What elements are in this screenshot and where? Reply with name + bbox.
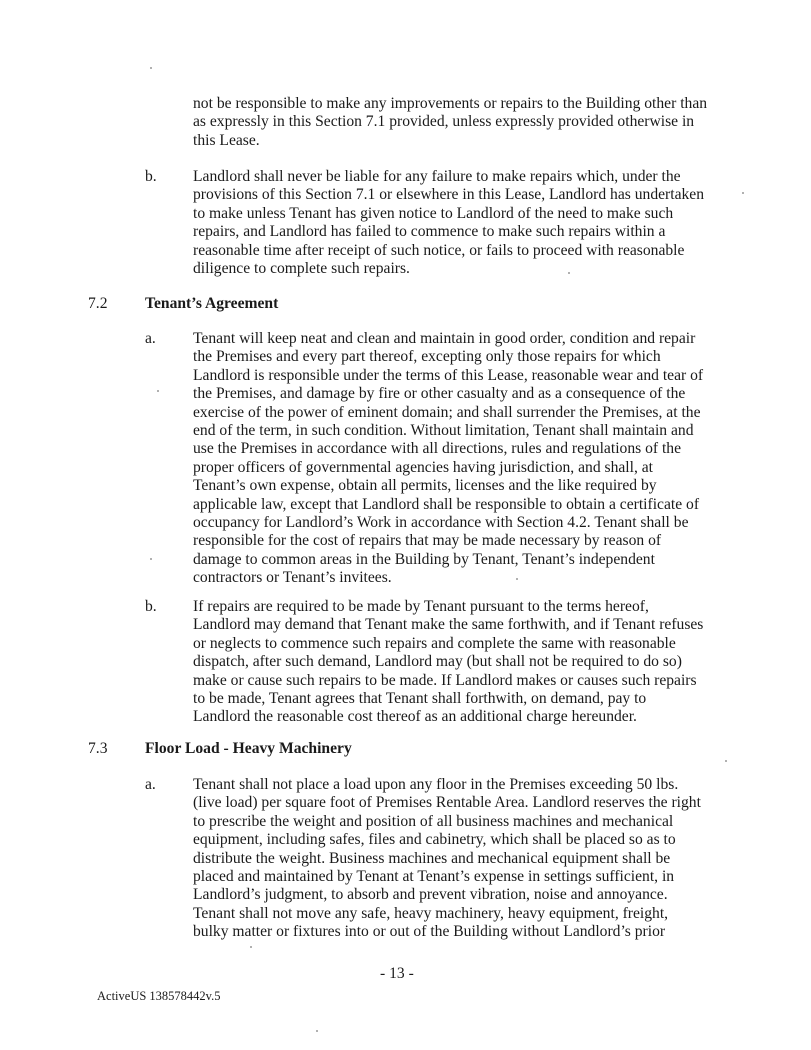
text-line: this Lease. — [193, 131, 260, 149]
text-line: diligence to complete such repairs. — [193, 260, 410, 278]
text-line: contractors or Tenant’s invitees. — [193, 569, 392, 587]
text-line: repairs, and Landlord has failed to commence to make such repairs within a — [193, 223, 666, 241]
section-number: 7.2 — [88, 295, 108, 312]
text-line: Tenant will keep neat and clean and maintain in good order, condition and repair — [193, 330, 696, 347]
text-line: bulky matter or fixtures into or out of the Building without Landlord’s prior — [193, 923, 666, 941]
item-label: a. — [145, 776, 156, 793]
scan-speck — [157, 390, 159, 392]
section-number: 7.3 — [88, 740, 108, 757]
text-line: Landlord shall never be liable for any failure to make repairs which, under the — [193, 168, 681, 185]
section-7-2-b-paragraph — [193, 598, 733, 727]
text-line: dispatch, after such demand, Landlord may (but shall not be required to do so) — [193, 653, 682, 671]
text-line: to be made, Tenant agrees that Tenant shall forthwith, on demand, pay to — [193, 690, 647, 708]
continuation-paragraph — [193, 95, 733, 150]
text-line: Tenant shall not place a load upon any floor in the Premises exceeding 50 lbs. — [193, 776, 679, 793]
text-line: not be responsible to make any improvements or repairs to the Building other than — [193, 95, 708, 112]
text-line: equipment, including safes, files and cabinetry, which shall be placed so as to — [193, 831, 676, 849]
item-label: a. — [145, 330, 156, 347]
text-line: proper officers of governmental agencies having jurisdiction, and shall, at — [193, 458, 654, 476]
text-line: Tenant’s own expense, obtain all permits, licenses and the like required by — [193, 477, 657, 495]
text-line: applicable law, except that Landlord shall be responsible to obtain a certificate of — [193, 495, 700, 513]
section-heading: Floor Load - Heavy Machinery — [145, 740, 352, 757]
scan-speck — [150, 558, 152, 560]
text-line: Landlord’s judgment, to absorb and prevent vibration, noise and annoyance. — [193, 886, 668, 904]
section-7-3-a-paragraph — [193, 776, 733, 942]
text-line: (live load) per square foot of Premises Rentable Area. Landlord reserves the right — [193, 794, 701, 812]
text-line: occupancy for Landlord’s Work in accordance with Section 4.2. Tenant shall be — [193, 514, 689, 532]
text-line: to make unless Tenant has given notice to Landlord of the need to make such — [193, 204, 674, 222]
section-heading: Tenant’s Agreement — [145, 295, 279, 312]
text-line: use the Premises in accordance with all directions, rules and regulations of the — [193, 440, 682, 458]
scan-speck — [250, 946, 252, 948]
text-line: damage to common areas in the Building by Tenant, Tenant’s independent — [193, 550, 655, 568]
text-line: If repairs are required to be made by Tenant pursuant to the terms hereof, — [193, 598, 649, 615]
scan-speck — [150, 67, 152, 69]
scan-speck — [742, 192, 744, 194]
text-line: the Premises and every part thereof, excepting only those repairs for which — [193, 348, 661, 366]
text-line: to prescribe the weight and position of all business machines and mechanical — [193, 812, 674, 830]
text-line: or neglects to commence such repairs and complete the same with reasonable — [193, 634, 676, 652]
document-id: ActiveUS 138578442v.5 — [97, 989, 221, 1003]
text-line: the Premises, and damage by fire or other casualty and as a consequence of the — [193, 385, 686, 403]
text-line: Landlord the reasonable cost thereof as an additional charge hereunder. — [193, 708, 637, 726]
text-line: make or cause such repairs to be made. If Landlord makes or causes such repairs — [193, 671, 697, 689]
text-line: Landlord is responsible under the terms of this Lease, reasonable wear and tear of — [193, 366, 704, 384]
text-line: responsible for the cost of repairs that may be made necessary by reason of — [193, 532, 662, 550]
item-label: b. — [145, 168, 157, 185]
text-line: exercise of the power of eminent domain; and shall surrender the Premises, at the — [193, 403, 701, 421]
section-7-1-b-paragraph — [193, 168, 733, 278]
scan-speck — [725, 760, 727, 762]
text-line: Landlord may demand that Tenant make the same forthwith, and if Tenant refuses — [193, 616, 704, 634]
text-line: reasonable time after receipt of such notice, or fails to proceed with reasonable — [193, 241, 685, 259]
text-line: distribute the weight. Business machines and mechanical equipment shall be — [193, 849, 671, 867]
text-line: Tenant shall not move any safe, heavy machinery, heavy equipment, freight, — [193, 904, 669, 922]
page-number: - 13 - — [380, 965, 414, 982]
text-line: provisions of this Section 7.1 or elsewhere in this Lease, Landlord has undertaken — [193, 186, 705, 204]
scan-speck — [316, 1030, 318, 1032]
text-line: end of the term, in such condition. Without limitation, Tenant shall maintain and — [193, 422, 694, 440]
text-line: placed and maintained by Tenant at Tenant’s expense in settings sufficient, in — [193, 868, 675, 886]
item-label: b. — [145, 598, 157, 615]
text-line: as expressly in this Section 7.1 provided, unless expressly provided otherwise in — [193, 113, 695, 131]
section-7-2-a-paragraph — [193, 330, 733, 588]
